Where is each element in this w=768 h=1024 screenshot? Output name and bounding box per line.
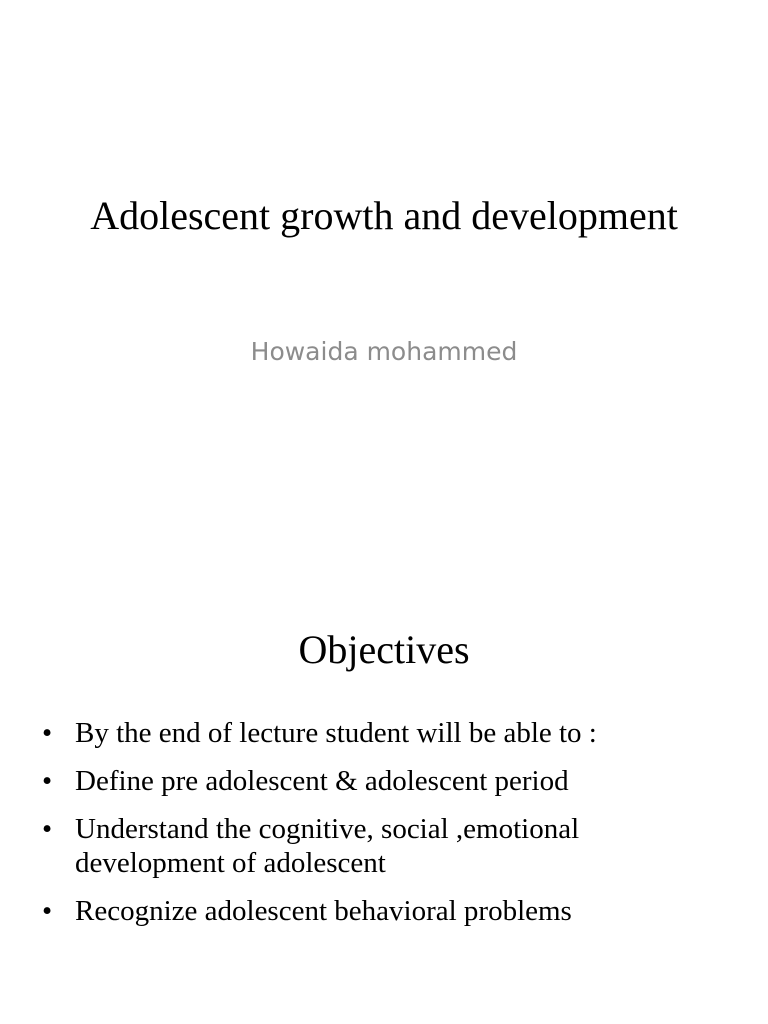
slide-subtitle-author: Howaida mohammed: [250, 337, 518, 366]
list-item-text: Define pre adolescent & adolescent period: [75, 765, 569, 797]
objectives-list: [38, 716, 728, 942]
list-item-text: Understand the cognitive, social ,emotional development of adolescent: [75, 813, 580, 879]
bullet-icon: •: [42, 717, 53, 749]
list-item: [38, 716, 728, 750]
list-item-text: By the end of lecture student will be able to :: [75, 717, 597, 749]
list-item: [38, 894, 728, 928]
bullet-icon: •: [42, 765, 53, 797]
list-item: [38, 812, 728, 880]
list-item-text: Recognize adolescent behavioral problems: [75, 895, 572, 927]
bullet-icon: •: [42, 895, 53, 927]
slide-title: Adolescent growth and development: [90, 193, 678, 238]
bullet-icon: •: [42, 813, 53, 845]
objectives-title: Objectives: [298, 627, 470, 672]
list-item: [38, 764, 728, 798]
